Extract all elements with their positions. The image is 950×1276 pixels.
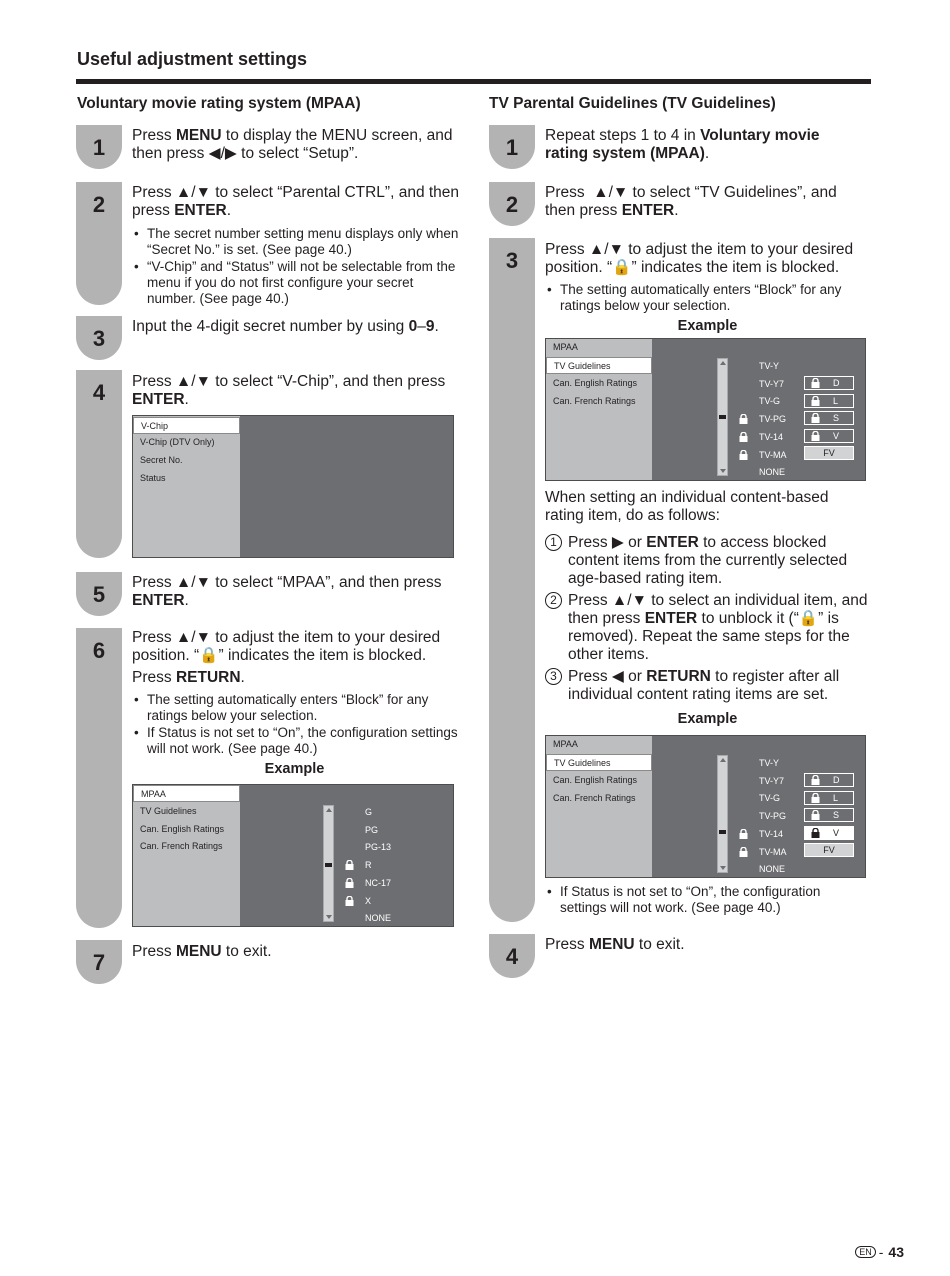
content-item-s[interactable]: S bbox=[804, 411, 854, 425]
menu-item-can-french[interactable]: Can. French Ratings bbox=[140, 841, 223, 851]
content-item-v-selected[interactable]: V bbox=[804, 826, 854, 840]
step-2-note: • “V-Chip” and “Status” will not be selectable from the menu if you do not first configure your secret number. (See page 40.) bbox=[132, 259, 462, 307]
content-item-d[interactable]: D bbox=[804, 773, 854, 787]
tv-step-3-note: • The setting automatically enters “Block” for any ratings below your selection. bbox=[545, 282, 865, 314]
language-badge: EN bbox=[855, 1246, 876, 1258]
step-badge-5: 5 bbox=[76, 572, 122, 616]
page-footer bbox=[855, 1244, 904, 1260]
substep-number: 2 bbox=[545, 592, 562, 609]
step-3-text: Input the 4-digit secret number by using 0–9. bbox=[132, 318, 439, 335]
menu-item-mpaa[interactable]: MPAA bbox=[553, 739, 578, 749]
lock-icon bbox=[811, 810, 820, 820]
menu-item-mpaa[interactable]: MPAA bbox=[133, 785, 240, 802]
lock-icon bbox=[739, 829, 748, 839]
title-rule bbox=[76, 79, 871, 84]
tv-note: • If Status is not set to “On”, the configuration settings will not work. (See page 40.) bbox=[545, 884, 865, 916]
example-label: Example bbox=[677, 318, 738, 334]
step-badge-3: 3 bbox=[76, 316, 122, 360]
individual-rating-intro: When setting an individual content-based rating item, do as follows: bbox=[545, 489, 829, 524]
menu-item-tv-guidelines[interactable]: TV Guidelines bbox=[546, 357, 652, 374]
example-label: Example bbox=[264, 761, 325, 777]
tv-guidelines-screen bbox=[545, 338, 866, 481]
menu-item-can-english[interactable]: Can. English Ratings bbox=[553, 775, 638, 785]
substep-number: 1 bbox=[545, 534, 562, 551]
tv-step-3-notes bbox=[545, 282, 865, 314]
tv-step-2-text: Press ▲/▼ to select “TV Guidelines”, and then press ENTER. bbox=[545, 184, 837, 219]
step-6-notes bbox=[132, 692, 462, 757]
rating-nc17[interactable]: NC-17 bbox=[365, 878, 392, 888]
step-badge-1: 1 bbox=[489, 125, 535, 169]
substep-item bbox=[545, 668, 875, 704]
step-badge-1: 1 bbox=[76, 125, 122, 169]
content-item-l[interactable]: L bbox=[804, 791, 854, 805]
lock-icon bbox=[811, 378, 820, 388]
rating-tv-g[interactable]: TV-G bbox=[759, 793, 781, 803]
tv-guidelines-screen bbox=[545, 735, 866, 878]
substep-number: 3 bbox=[545, 668, 562, 685]
rating-none[interactable]: NONE bbox=[365, 913, 392, 923]
substep-list bbox=[545, 534, 875, 704]
step-6-block bbox=[132, 629, 462, 758]
lock-icon bbox=[739, 414, 748, 424]
substep-text: Press ▶ or ENTER to access blocked content items from the currently selected age-based rating item. bbox=[568, 534, 848, 587]
menu-item-mpaa[interactable]: MPAA bbox=[553, 342, 578, 352]
rating-none[interactable]: NONE bbox=[759, 864, 786, 874]
step-2-notes bbox=[132, 226, 462, 307]
slider-knob[interactable] bbox=[719, 415, 726, 419]
lock-icon bbox=[811, 431, 820, 441]
lock-icon bbox=[811, 413, 820, 423]
rating-menu-list bbox=[133, 785, 240, 926]
tv-step-3-text: Press ▲/▼ to adjust the item to your desired position. “🔒” indicates the item is blocked. bbox=[545, 241, 854, 276]
content-item-s[interactable]: S bbox=[804, 808, 854, 822]
menu-item-can-french[interactable]: Can. French Ratings bbox=[553, 396, 636, 406]
menu-item-can-french[interactable]: Can. French Ratings bbox=[553, 793, 636, 803]
step-badge-2: 2 bbox=[489, 182, 535, 226]
step-6-text: Press ▲/▼ to adjust the item to your desired position. “🔒” indicates the item is blocked. bbox=[132, 629, 441, 664]
rating-pg13[interactable]: PG-13 bbox=[365, 842, 392, 852]
rating-none[interactable]: NONE bbox=[759, 467, 786, 477]
rating-tv-ma[interactable]: TV-MA bbox=[759, 847, 787, 857]
lock-icon bbox=[345, 878, 354, 888]
lock-icon bbox=[811, 828, 820, 838]
step-badge-2: 2 bbox=[76, 182, 122, 305]
rating-tv-pg[interactable]: TV-PG bbox=[759, 811, 787, 821]
rating-tv-14[interactable]: TV-14 bbox=[759, 829, 784, 839]
substep-item bbox=[545, 592, 875, 664]
rating-tv-pg[interactable]: TV-PG bbox=[759, 414, 787, 424]
lock-icon bbox=[739, 450, 748, 460]
menu-item-vchip-dtv[interactable]: V-Chip (DTV Only) bbox=[140, 437, 215, 447]
step-2-text: Press ▲/▼ to select “Parental CTRL”, and then press ENTER. bbox=[132, 184, 460, 219]
menu-item-can-english[interactable]: Can. English Ratings bbox=[553, 378, 638, 388]
step-badge-3: 3 bbox=[489, 238, 535, 922]
rating-menu-list bbox=[546, 736, 652, 877]
lock-icon bbox=[811, 396, 820, 406]
content-item-d[interactable]: D bbox=[804, 376, 854, 390]
rating-x[interactable]: X bbox=[365, 896, 372, 906]
menu-item-tv-guidelines[interactable]: TV Guidelines bbox=[140, 806, 197, 816]
rating-r[interactable]: R bbox=[365, 860, 372, 870]
step-6-note: • If Status is not set to “On”, the configuration settings will not work. (See page 40.) bbox=[132, 725, 462, 757]
tv-step-4-text: Press MENU to exit. bbox=[545, 936, 685, 953]
tv-step-3-block bbox=[545, 241, 865, 315]
substep-item bbox=[545, 534, 875, 588]
step-badge-4: 4 bbox=[489, 934, 535, 978]
step-badge-4: 4 bbox=[76, 370, 122, 558]
menu-item-tv-guidelines[interactable]: TV Guidelines bbox=[546, 754, 652, 771]
step-badge-6: 6 bbox=[76, 628, 122, 928]
menu-item-secret-no[interactable]: Secret No. bbox=[140, 455, 183, 465]
step-1-text: Press MENU to display the MENU screen, and then press ◀/▶ to select “Setup”. bbox=[132, 127, 453, 162]
rating-tv-y[interactable]: TV-Y bbox=[759, 758, 780, 768]
vchip-menu-screen bbox=[132, 415, 454, 558]
mpaa-section-title: Voluntary movie rating system (MPAA) bbox=[77, 95, 361, 112]
substep-text: Press ◀ or RETURN to register after all individual content rating items are set. bbox=[568, 668, 840, 703]
rating-tv-y7[interactable]: TV-Y7 bbox=[759, 379, 785, 389]
menu-item-vchip[interactable]: V-Chip bbox=[133, 417, 240, 434]
lock-icon bbox=[345, 860, 354, 870]
step-2-block bbox=[132, 184, 462, 308]
step-7-text: Press MENU to exit. bbox=[132, 943, 272, 960]
step-badge-7: 7 bbox=[76, 940, 122, 984]
content-item-l[interactable]: L bbox=[804, 394, 854, 408]
slider-knob[interactable] bbox=[719, 830, 726, 834]
rating-slider[interactable] bbox=[717, 358, 728, 476]
mpaa-menu-screen bbox=[132, 784, 454, 927]
step-6-note: • The setting automatically enters “Block” for any ratings below your selection. bbox=[132, 692, 462, 724]
rating-tv-y[interactable]: TV-Y bbox=[759, 361, 780, 371]
slider-knob[interactable] bbox=[325, 863, 332, 867]
tv-step-1-text: Repeat steps 1 to 4 in Voluntary movie rating system (MPAA). bbox=[545, 127, 820, 162]
page-title: Useful adjustment settings bbox=[77, 49, 308, 69]
rating-tv-y7[interactable]: TV-Y7 bbox=[759, 776, 785, 786]
content-item-fv[interactable]: FV bbox=[804, 843, 854, 857]
lock-icon bbox=[739, 847, 748, 857]
rating-tv-14[interactable]: TV-14 bbox=[759, 432, 784, 442]
menu-item-can-english[interactable]: Can. English Ratings bbox=[140, 824, 225, 834]
lock-icon bbox=[345, 896, 354, 906]
rating-slider[interactable] bbox=[717, 755, 728, 873]
substep-text: Press ▲/▼ to select an individual item, and then press ENTER to unblock it (“🔒” is removed). Repeat the same steps for the other items. bbox=[568, 592, 868, 663]
rating-slider[interactable] bbox=[323, 805, 334, 922]
step-4-text: Press ▲/▼ to select “V-Chip”, and then press ENTER. bbox=[132, 373, 446, 408]
content-item-fv[interactable]: FV bbox=[804, 446, 854, 460]
vchip-menu-list bbox=[133, 416, 240, 557]
rating-menu-list bbox=[546, 339, 652, 480]
lock-icon bbox=[739, 432, 748, 442]
step-5-text: Press ▲/▼ to select “MPAA”, and then press ENTER. bbox=[132, 574, 442, 609]
lock-icon bbox=[811, 775, 820, 785]
footer-separator: - bbox=[878, 1244, 884, 1260]
rating-g[interactable]: G bbox=[365, 807, 373, 817]
page-number: 43 bbox=[888, 1244, 904, 1260]
lock-icon bbox=[811, 793, 820, 803]
tv-guidelines-section-title: TV Parental Guidelines (TV Guidelines) bbox=[489, 95, 776, 112]
example-label: Example bbox=[677, 711, 738, 727]
rating-pg[interactable]: PG bbox=[365, 825, 379, 835]
rating-tv-g[interactable]: TV-G bbox=[759, 396, 781, 406]
menu-item-status[interactable]: Status bbox=[140, 473, 166, 483]
rating-tv-ma[interactable]: TV-MA bbox=[759, 450, 787, 460]
content-item-v[interactable]: V bbox=[804, 429, 854, 443]
step-2-note: • The secret number setting menu displays only when “Secret No.” is set. (See page 40.) bbox=[132, 226, 462, 258]
step-6-extra: Press RETURN. bbox=[132, 669, 245, 686]
tv-step-3-final-note bbox=[545, 884, 865, 917]
